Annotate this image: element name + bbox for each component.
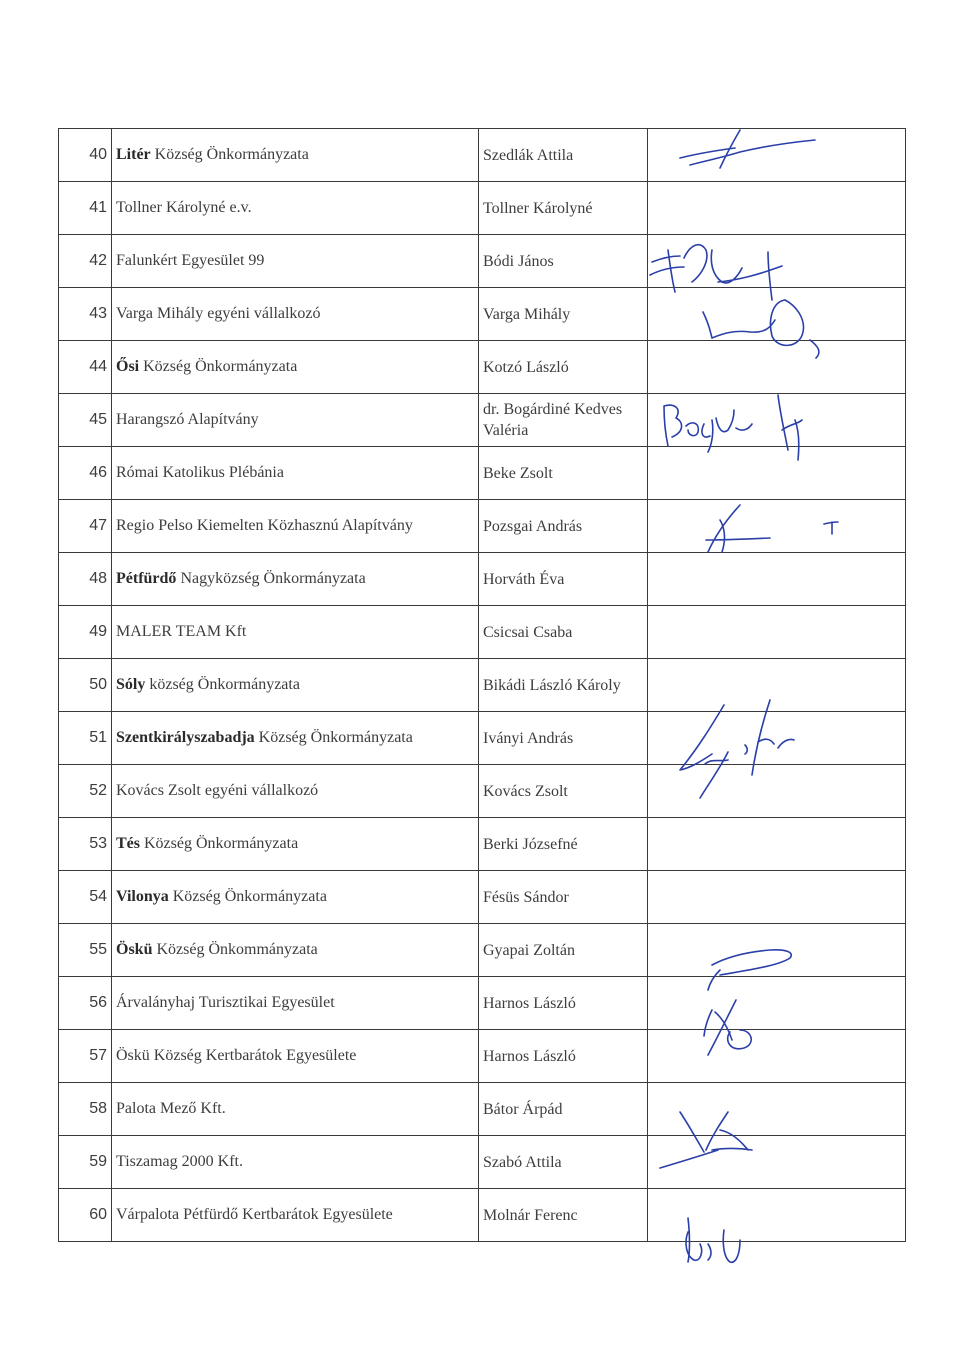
organization-name-rest: Palota Mező Kft. [116,1100,226,1117]
organization-name [112,341,479,394]
organization-name-bold: Ősi [116,358,140,375]
row-number: 55 [59,924,112,977]
signature-cell [648,606,906,659]
row-number: 45 [59,394,112,447]
signature-cell [648,129,906,182]
row-number: 56 [59,977,112,1030]
organization-name [112,129,479,182]
representative-name: Harnos László [479,1030,648,1083]
row-number: 58 [59,1083,112,1136]
organization-name [112,235,479,288]
organization-name-rest: Község Önkormányzata [150,146,309,163]
table-row [59,1083,906,1136]
organization-name-bold: Tés [116,835,140,852]
table-row [59,659,906,712]
organization-name-bold: Sóly [116,676,146,693]
row-number: 59 [59,1136,112,1189]
representative-name: Bódi János [479,235,648,288]
table-row [59,553,906,606]
table-row [59,447,906,500]
signature-cell [648,182,906,235]
representative-name: Beke Zsolt [479,447,648,500]
organization-name [112,606,479,659]
organization-name [112,1136,479,1189]
organization-name [112,288,479,341]
table-row [59,606,906,659]
table-row [59,712,906,765]
signature-cell [648,1030,906,1083]
row-number: 41 [59,182,112,235]
representative-name: Iványi András [479,712,648,765]
signature-cell [648,500,906,553]
row-number: 47 [59,500,112,553]
table-row [59,1136,906,1189]
organization-name-rest: Harangszó Alapítvány [116,411,259,428]
row-number: 40 [59,129,112,182]
organization-name-rest: Kovács Zsolt egyéni vállalkozó [116,782,319,799]
row-number: 51 [59,712,112,765]
table-row [59,818,906,871]
organization-name-rest: Nagyközség Önkormányzata [176,570,366,587]
participants-table-body [59,129,906,1242]
organization-name [112,712,479,765]
row-number: 57 [59,1030,112,1083]
signature-cell [648,818,906,871]
signature-cell [648,924,906,977]
organization-name [112,394,479,447]
row-number: 44 [59,341,112,394]
representative-name: Pozsgai András [479,500,648,553]
representative-name: Szabó Attila [479,1136,648,1189]
table-row [59,288,906,341]
organization-name-rest: Varga Mihály egyéni vállalkozó [116,305,321,322]
organization-name-rest: Várpalota Pétfürdő Kertbarátok Egyesülete [116,1206,393,1223]
signature-cell [648,288,906,341]
representative-name: Kotzó László [479,341,648,394]
signature-cell [648,1189,906,1242]
table-row [59,235,906,288]
organization-name [112,871,479,924]
organization-name [112,500,479,553]
organization-name-rest: Község Önkommányzata [152,941,318,958]
signature-cell [648,977,906,1030]
organization-name-bold: Szentkirályszabadja [116,729,255,746]
table-row [59,341,906,394]
signature-cell [648,765,906,818]
organization-name-rest: Község Önkormányzata [168,888,327,905]
row-number: 43 [59,288,112,341]
organization-name-rest: Község Önkormányzata [140,835,299,852]
signature-cell [648,871,906,924]
organization-name-rest: Árvalányhaj Turisztikai Egyesület [116,994,335,1011]
signature-cell [648,447,906,500]
organization-name [112,818,479,871]
table-row [59,1030,906,1083]
organization-name [112,182,479,235]
table-row [59,394,906,447]
organization-name-bold: Öskü [116,941,153,958]
signature-cell [648,394,906,447]
organization-name-rest: Regio Pelso Kiemelten Közhasznú Alapítvány [116,517,413,534]
row-number: 53 [59,818,112,871]
row-number: 49 [59,606,112,659]
row-number: 50 [59,659,112,712]
signature-cell [648,553,906,606]
organization-name [112,924,479,977]
organization-name [112,447,479,500]
representative-name: Horváth Éva [479,553,648,606]
organization-name-rest: Falunkért Egyesület 99 [116,252,265,269]
signature-cell [648,1083,906,1136]
organization-name [112,659,479,712]
table-row [59,182,906,235]
representative-name: Gyapai Zoltán [479,924,648,977]
representative-name: Berki Józsefné [479,818,648,871]
signature-cell [648,235,906,288]
table-row [59,1189,906,1242]
representative-name: Bátor Árpád [479,1083,648,1136]
table-row [59,129,906,182]
participants-table [58,128,906,1242]
organization-name-bold: Pétfürdő [116,570,177,587]
organization-name [112,765,479,818]
organization-name-rest: Község Önkormányzata [254,729,413,746]
organization-name-bold: Vilonya [116,888,169,905]
table-row [59,500,906,553]
signature-cell [648,1136,906,1189]
representative-name: Fésüs Sándor [479,871,648,924]
organization-name [112,1189,479,1242]
organization-name-bold: Litér [116,146,151,163]
organization-name-rest: község Önkormányzata [145,676,300,693]
row-number: 46 [59,447,112,500]
organization-name-rest: MALER TEAM Kft [116,623,247,640]
row-number: 60 [59,1189,112,1242]
row-number: 48 [59,553,112,606]
organization-name-rest: Község Önkormányzata [139,358,298,375]
organization-name [112,1030,479,1083]
table-row [59,977,906,1030]
organization-name-rest: Tollner Károlyné e.v. [116,199,252,216]
signature-cell [648,659,906,712]
row-number: 52 [59,765,112,818]
organization-name [112,553,479,606]
organization-name [112,1083,479,1136]
row-number: 42 [59,235,112,288]
organization-name-rest: Római Katolikus Plébánia [116,464,284,481]
representative-name: dr. Bogárdiné Kedves Valéria [479,394,648,447]
table-row [59,871,906,924]
representative-name: Molnár Ferenc [479,1189,648,1242]
signature-cell [648,712,906,765]
representative-name: Tollner Károlyné [479,182,648,235]
row-number: 54 [59,871,112,924]
signature-cell [648,341,906,394]
organization-name [112,977,479,1030]
representative-name: Bikádi László Károly [479,659,648,712]
table-row [59,924,906,977]
organization-name-rest: Öskü Község Kertbarátok Egyesülete [116,1047,357,1064]
representative-name: Szedlák Attila [479,129,648,182]
table-row [59,765,906,818]
representative-name: Harnos László [479,977,648,1030]
representative-name: Csicsai Csaba [479,606,648,659]
representative-name: Varga Mihály [479,288,648,341]
representative-name: Kovács Zsolt [479,765,648,818]
organization-name-rest: Tiszamag 2000 Kft. [116,1153,243,1170]
